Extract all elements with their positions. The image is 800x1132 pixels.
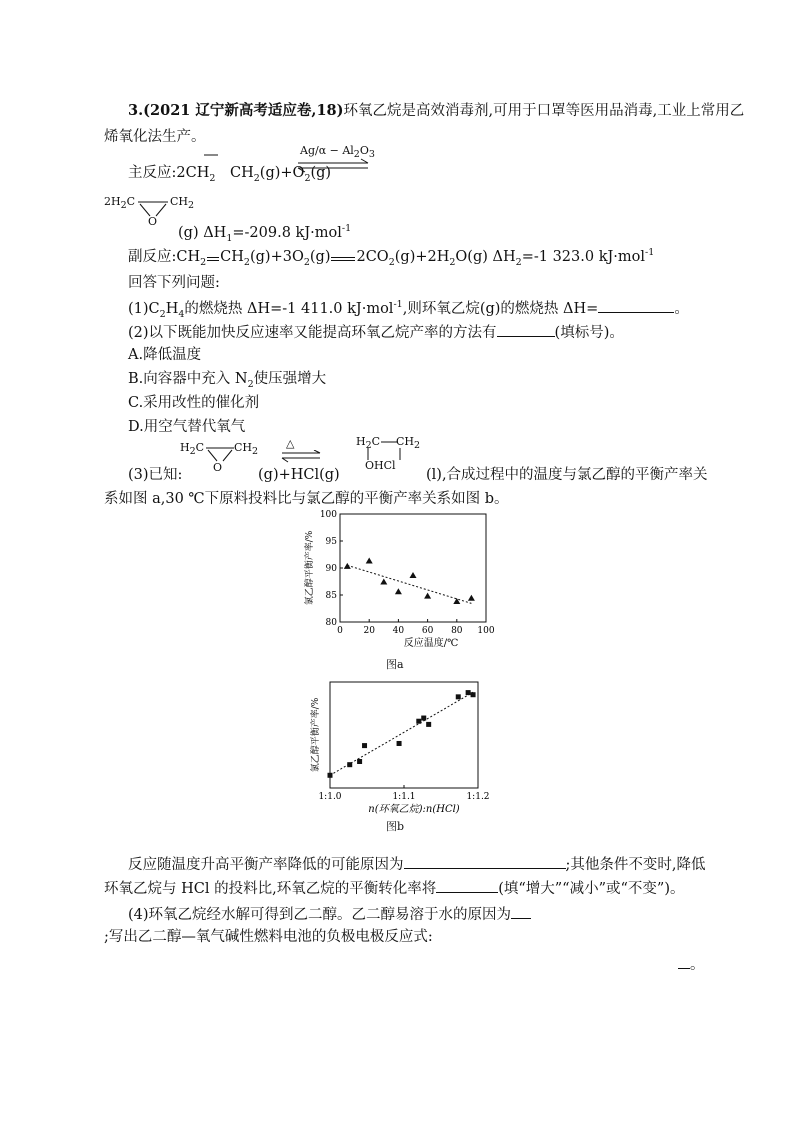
- question-1: $(1)C_2H_4$的燃烧热 ΔH=-1 411.0 kJ·mol$^{-1}$,则环氧乙烷(g)的燃烧热 ΔH= 。: [128, 299, 689, 320]
- y-tick-label: 85: [325, 591, 337, 601]
- chart-b: [296, 676, 496, 816]
- data-point-square: [456, 694, 461, 699]
- product-ohcl: OHCl: [365, 459, 396, 472]
- data-point-square: [328, 773, 333, 778]
- y-tick-label: 80: [325, 618, 337, 628]
- data-point-triangle: [410, 572, 417, 578]
- data-point-square: [466, 690, 471, 695]
- question-4-line-2: ;写出乙二醇—氧气碱性燃料电池的负极电极反应式:: [104, 929, 433, 945]
- y-tick-label: 95: [325, 537, 337, 547]
- question-3-line-2: 系如图 a,30 ℃下原料投料比与氯乙醇的平衡产率关系如图 b。: [104, 491, 509, 507]
- data-point-square: [357, 759, 362, 764]
- plot-frame: [340, 514, 486, 622]
- answer-prompt: 回答下列问题:: [128, 275, 220, 291]
- question-3-tail: (l),合成过程中的温度与氯乙醇的平衡产率关: [426, 467, 708, 483]
- data-point-triangle: [468, 595, 475, 601]
- question-header: 3.(2021 辽宁新高考适应卷,18)环氧乙烷是高效消毒剂,可用于口罩等医用品消毒,工业上常用乙: [128, 102, 745, 119]
- answer-blank-2[interactable]: [497, 322, 555, 337]
- chart-b-caption: 图b: [386, 820, 405, 833]
- question-source: (2021 辽宁新高考适应卷,18): [143, 102, 344, 119]
- question-3-mid: (g)+HCl(g): [258, 467, 340, 483]
- ethylene-oxide-o: O: [148, 215, 158, 228]
- product-ch2: $CH_2$: [396, 435, 421, 452]
- x-tick-label: 100: [477, 626, 495, 636]
- x-axis-label: 反应温度/℃: [403, 638, 459, 649]
- y-axis-label: 氯乙醇平衡产率/%: [311, 697, 321, 773]
- option-a: A.降低温度: [128, 347, 202, 363]
- x-tick-label: 1:1.1: [392, 792, 416, 802]
- data-point-square: [416, 719, 421, 724]
- intro-line-2: 烯氧化法生产。: [104, 129, 206, 145]
- data-point-triangle: [366, 557, 373, 563]
- condition-delta: △: [286, 437, 295, 450]
- main-reaction-rest: $CH_2(g)+O_2(g)$: [230, 165, 332, 184]
- reactant-o: O: [213, 461, 223, 474]
- question-2: (2)以下既能加快反应速率又能提高环氧乙烷产率的方法有 (填标号)。: [128, 322, 624, 342]
- question-4-end: 。: [678, 954, 705, 974]
- y-tick-label: 90: [325, 564, 337, 574]
- main-reaction: 主反应$:2CH_2$: [128, 165, 216, 184]
- intro-line-1: 环氧乙烷是高效消毒剂,可用于口罩等医用品消毒,工业上常用乙: [343, 103, 745, 119]
- answer-blank-4[interactable]: [436, 878, 498, 893]
- option-b: B.向容器中充入 $N_2$使压强增大: [128, 371, 327, 390]
- side-reaction: 副反应$:CH_2$ $CH_2(g)+3O_2(g)$ $2CO_2(g)+2H_2O(g)$ $\Delta H_2=-1$ 323.0 kJ·mol$^{-1}$: [128, 247, 655, 268]
- option-c: C.采用改性的催化剂: [128, 395, 260, 411]
- reactant-ch2: $CH_2$: [234, 441, 259, 458]
- reversible-arrow: [280, 450, 322, 464]
- ethylene-oxide-left: $2H_2C$: [104, 195, 136, 212]
- data-point-square: [421, 716, 426, 721]
- answer-blank-3[interactable]: [404, 854, 566, 869]
- data-point-triangle: [395, 588, 402, 594]
- data-point-triangle: [453, 598, 460, 604]
- question-3-reason: 反应随温度升高平衡产率降低的可能原因为 ;其他条件不变时,降低: [128, 854, 706, 874]
- x-tick-label: 80: [451, 626, 463, 636]
- x-axis-label: n(环氧乙烷):n(HCl): [368, 804, 460, 815]
- question-3-line-1: (3)已知:: [128, 467, 183, 483]
- reactant-h2c: $H_2C$: [180, 441, 205, 458]
- x-tick-label: 20: [363, 626, 375, 636]
- data-point-triangle: [344, 563, 351, 569]
- chart-a: [290, 508, 510, 653]
- answer-blank-6[interactable]: [678, 954, 690, 969]
- question-4-line-1: (4)环氧乙烷经水解可得到乙二醇。乙二醇易溶于水的原因为: [128, 904, 531, 924]
- question-3-ratio: 环氧乙烷与 HCl 的投料比,环氧乙烷的平衡转化率将 (填“增大”“减小”或“不变”)。: [104, 878, 685, 898]
- x-tick-label: 60: [421, 626, 434, 636]
- data-point-triangle: [424, 593, 431, 599]
- trend-line: [347, 565, 471, 603]
- x-tick-label: 1:1.2: [466, 792, 490, 802]
- data-point-square: [347, 762, 352, 767]
- data-point-square: [471, 692, 476, 697]
- chart-a-caption: 图a: [386, 658, 404, 671]
- double-bond-mark: [202, 150, 220, 162]
- option-d: D.用空气替代氧气: [128, 419, 246, 435]
- product-top: $H_2C$: [356, 435, 381, 452]
- y-tick-label: 100: [319, 510, 337, 520]
- x-tick-label: 0: [337, 626, 343, 636]
- question-number: 3: [128, 102, 139, 119]
- data-point-triangle: [380, 579, 387, 585]
- y-axis-label: 氯乙醇平衡产率/%: [305, 530, 315, 606]
- answer-blank-5[interactable]: [511, 904, 531, 919]
- data-point-square: [362, 743, 367, 748]
- x-tick-label: 1:1.0: [318, 792, 342, 802]
- x-tick-label: 40: [392, 626, 405, 636]
- ethylene-oxide-right: $CH_2$: [170, 195, 195, 212]
- main-delta-h: (g) $\Delta H_1=-209.8$ kJ·mol$^{-1}$: [178, 223, 352, 244]
- answer-blank-1[interactable]: [598, 298, 674, 313]
- catalyst-label: $Ag/\alpha - Al_2O_3$: [300, 144, 375, 161]
- data-point-square: [426, 722, 431, 727]
- data-point-square: [397, 741, 402, 746]
